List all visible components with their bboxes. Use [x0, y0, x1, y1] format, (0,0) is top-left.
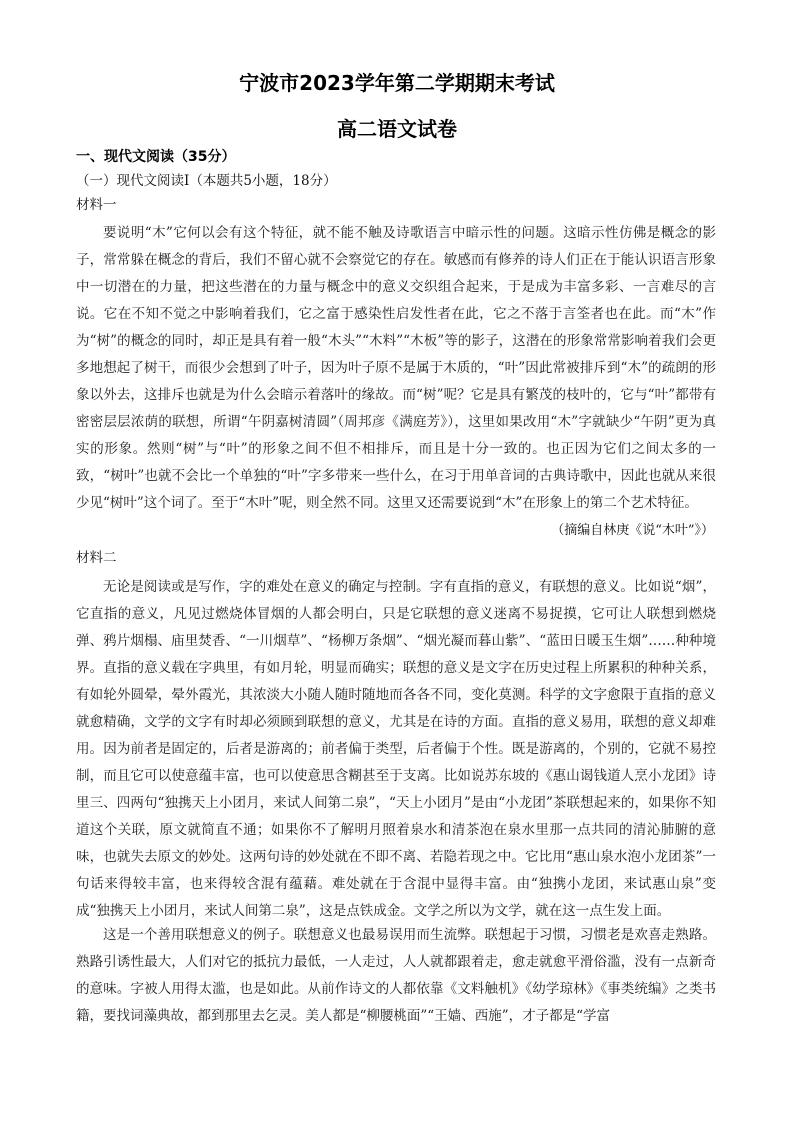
- material-2-body: [76, 574, 716, 925]
- material-2-paragraph-1: 无论是阅读或是写作，字的难处在意义的确定与控制。字有直指的意义，有联想的意义。比如说“烟”，它直指的意义，凡见过燃烧体冒烟的人都会明白，只是它联想的意义迷离不易捉摸，它可让人联想到燃烧弹、鸦片烟榻、庙里焚香、“一川烟草”、“杨柳万条烟”、“烟光凝而暮山紫”、“蓝田日暖玉生烟”……种种境界。直指的意义载在字典里，有如月轮，明显而确实；联想的意义是文字在历史过程上所累积的种种关系，有如轮外圆晕，晕外霞光，其浓淡大小随人随时随地而各各不同，变化莫测。科学的文字愈限于直指的意义就愈精确，文学的文字有时却必须顾到联想的意义，尤其是在诗的方面。直指的意义易用，联想的意义却难用。因为前者是固定的，后者是游离的；前者偏于类型，后者偏于个性。既是游离的，个别的，它就不易控制，而且它可以使意蕴丰富，也可以使意思含糊甚至于支离。比如说苏东坡的《惠山谒钱道人烹小龙团》诗里三、四两句“独携天上小团月，来试人间第二泉”，“天上小团月”是由“小龙团”茶联想起来的，如果你不知道这个关联，原文就简直不通；如果你不了解明月照着泉水和清茶泡在泉水里那一点共同的清沁肺腑的意味，也就失去原文的妙处。这两句诗的妙处就在不即不离、若隐若现之中。它比用“惠山泉水泡小龙团茶”一句话来得较丰富，也来得较含混有蕴藉。难处就在于含混中显得丰富。由“独携小龙团，来试惠山泉”变成“独携天上小团月，来试人间第二泉”，这是点铁成金。文学之所以为文学，就在这一点生发上面。: [76, 579, 716, 919]
- material-1-citation: （摘编自林庚《说“木叶”》）: [551, 523, 714, 538]
- material-2-label: 材料二: [76, 550, 117, 566]
- section-heading: 一、现代文阅读（35分）: [76, 149, 236, 165]
- paper-subtitle: 高二语文试卷: [337, 117, 457, 141]
- subsection-heading: （一）现代文阅读I（本题共5小题，18分）: [76, 173, 337, 189]
- material-2-body-continued: [76, 922, 716, 1030]
- exam-title: 宁波市2023学年第二学期期末考试: [239, 71, 555, 95]
- material-2-paragraph-2: 这是一个善用联想意义的例子。联想意义也最易误用而生流弊。联想起于习惯，习惯老是欢喜走熟路。熟路引诱性最大，人们对它的抵抗力最低，一人走过，人人就都跟着走，愈走就愈平滑俗滥，没有一点新奇的意味。字被人用得太滥，也是如此。从前作诗文的人都依靠《文料触机》《幼学琼林》《事类统编》之类书籍，要找词藻典故，都到那里去乞灵。美人都是“柳腰桃面”“王嫱、西施”，才子都是“学富: [76, 927, 716, 1024]
- material-1-body: [76, 220, 716, 517]
- material-1-label: 材料一: [76, 197, 117, 213]
- material-1-paragraph: 要说明“木”它何以会有这个特征，就不能不触及诗歌语言中暗示性的问题。这暗示性仿佛是概念的影子，常常躲在概念的背后，我们不留心就不会察觉它的存在。敏感而有修养的诗人们正在于能认识语言形象中一切潜在的力量，把这些潜在的力量与概念中的意义交织组合起来，于是成为丰富多彩、一言难尽的言说。它在不知不觉之中影响着我们，它之富于感染性启发性者在此，它之不落于言筌者也在此。而“木”作为“树”的概念的同时，却正是具有着一般“木头”“木料”“木板”等的影子，这潜在的形象常常影响着我们会更多地想起了树干，而很少会想到了叶子，因为叶子原不是属于木质的，“叶”因此常被排斥到“木”的疏朗的形象以外去，这排斥也就是为什么会暗示着落叶的缘故。而“树”呢？它是具有繁茂的枝叶的，它与“叶”都带有密密层层浓荫的联想，所谓“午阴嘉树清圆”（周邦彦《满庭芳》），这里如果改用“木”字就缺少“午阴”更为真实的形象。然则“树”与“叶”的形象之间不但不相排斥，而且是十分一致的。也正因为它们之间太多的一致，“树叶”也就不会比一个单独的“叶”字多带来一些什么，在习于用单音词的古典诗歌中，因此也就从来很少见“树叶”这个词了。至于“木叶”呢，则全然不同。这里又还需要说到“木”在形象上的第二个艺术特征。: [76, 225, 716, 511]
